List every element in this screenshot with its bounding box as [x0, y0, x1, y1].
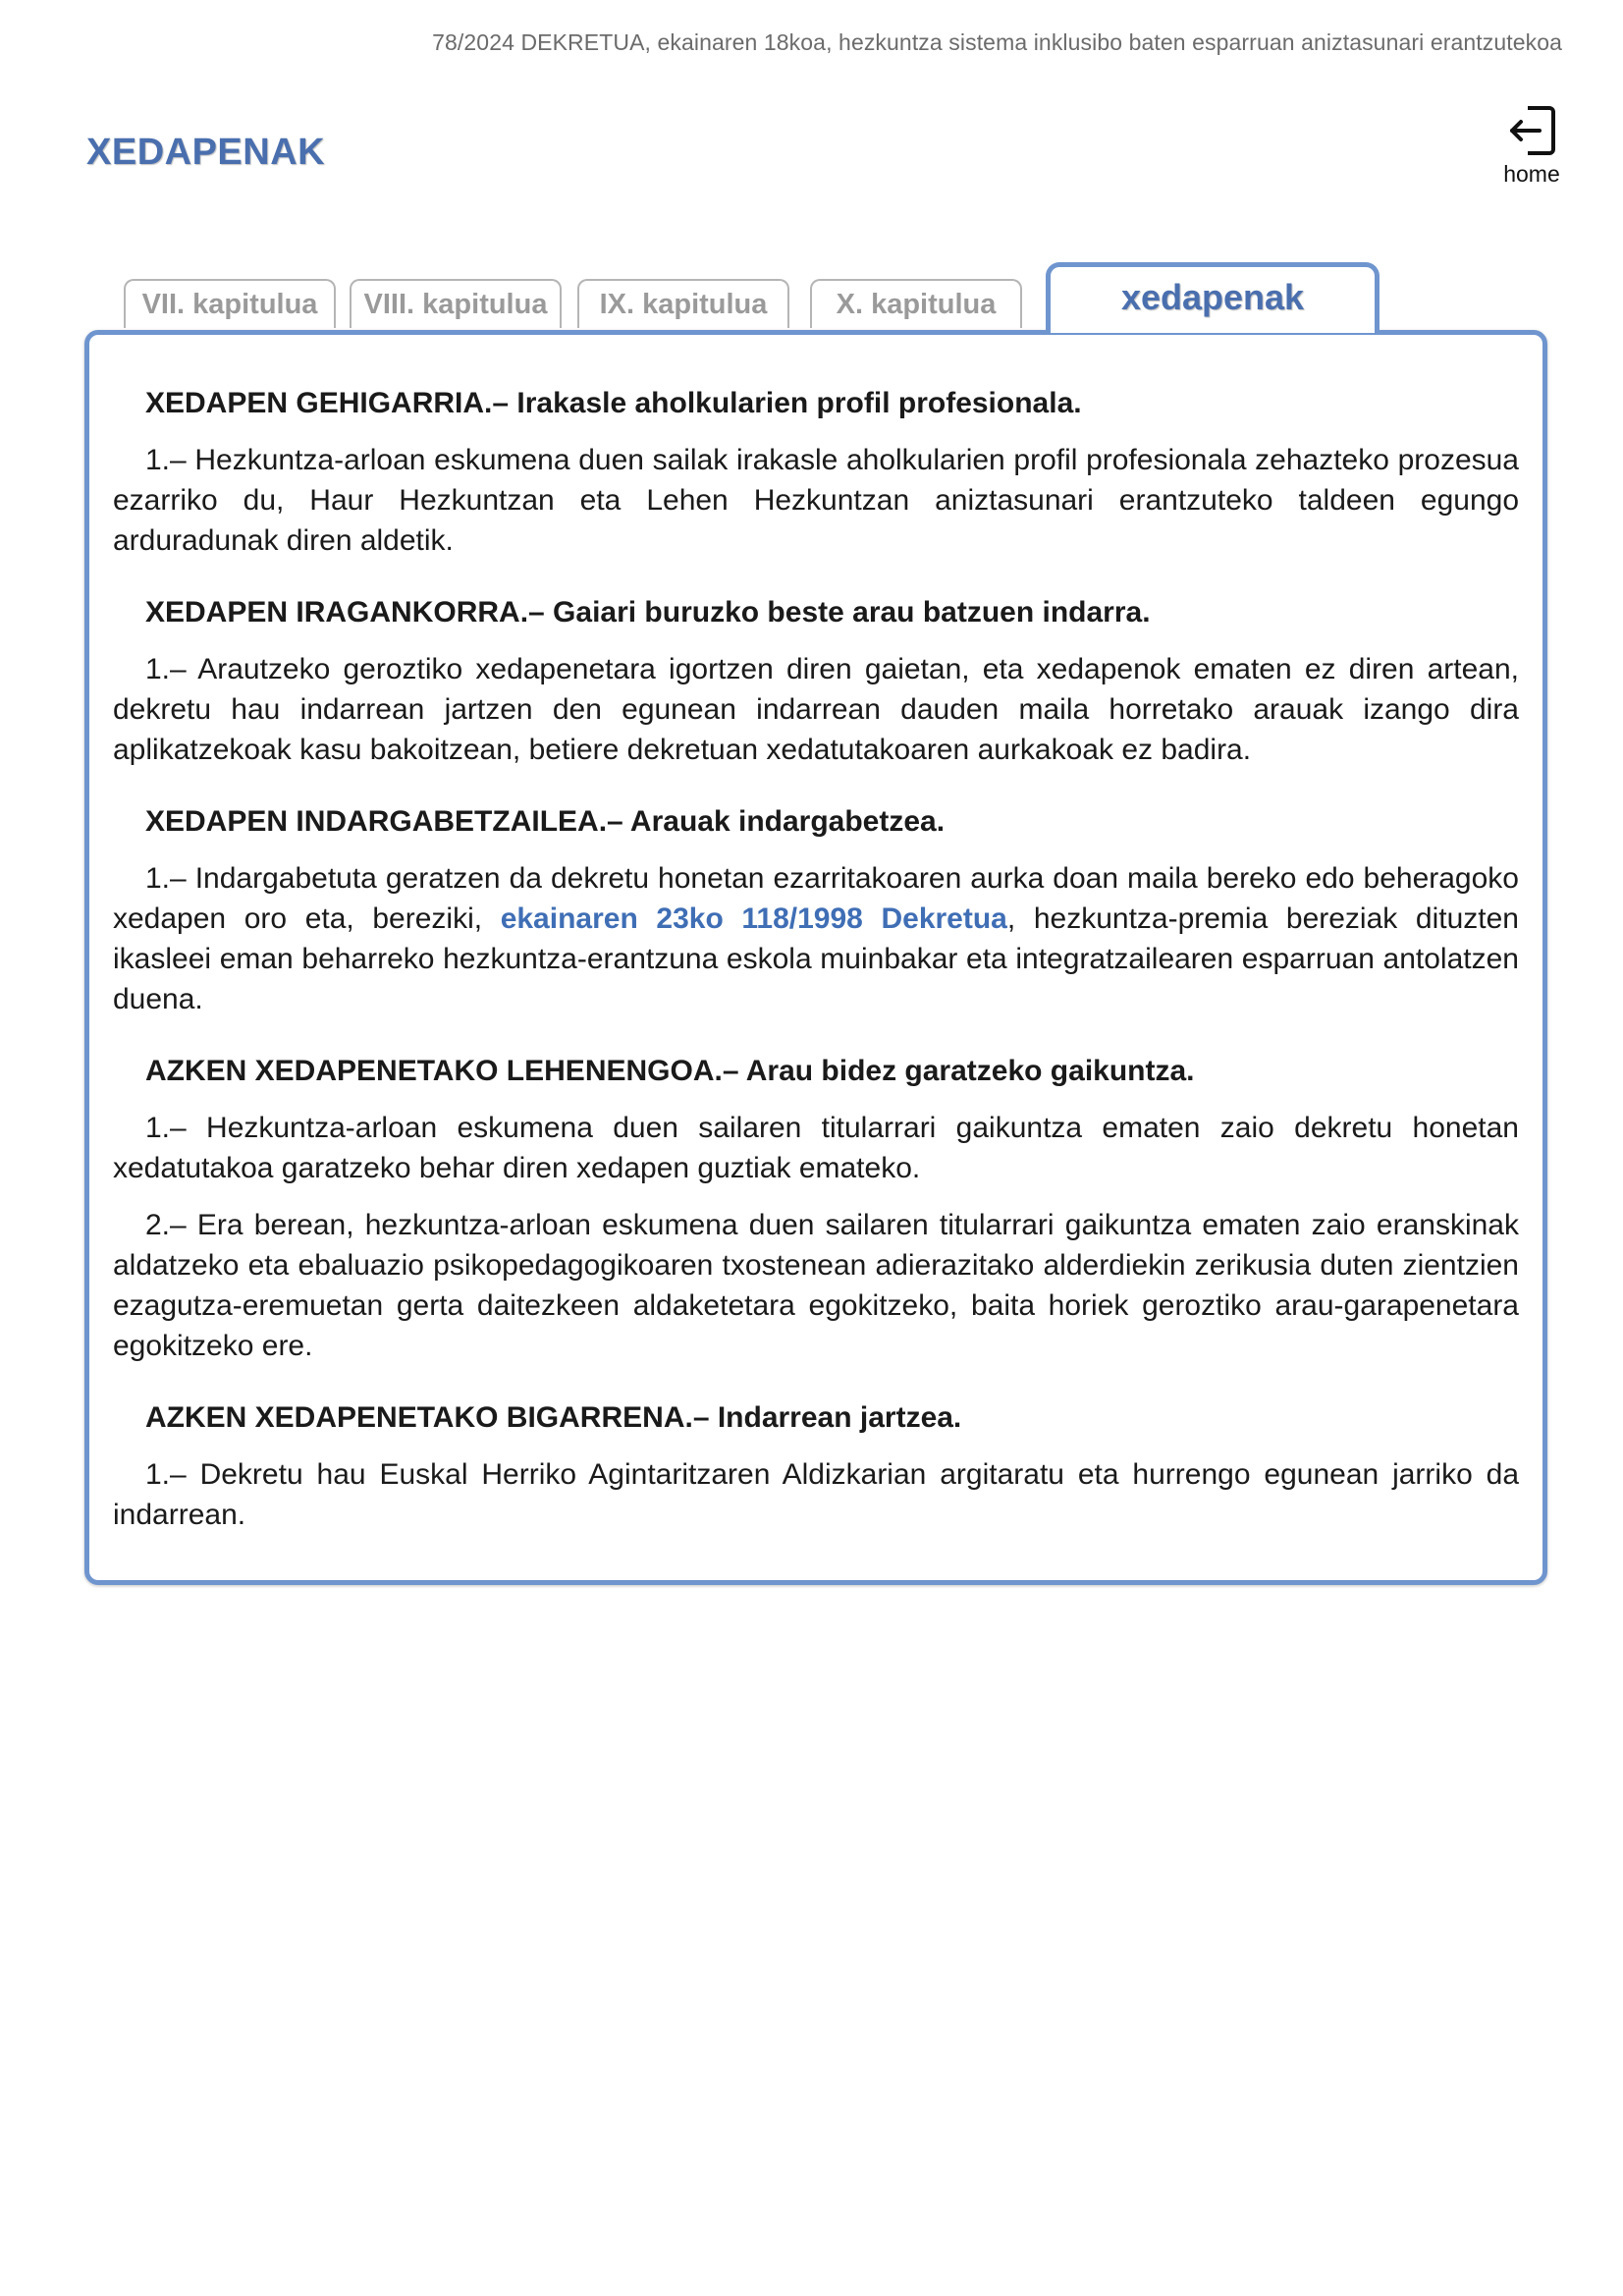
tab-ix-kapitulua[interactable]: IX. kapitulua — [577, 279, 789, 328]
decree-link[interactable]: ekainaren 23ko 118/1998 Dekretua — [500, 902, 1007, 935]
paragraph: 1.– Arautzeko geroztiko xedapenetara igortzen diren gaietan, eta xedapenok ematen ez diren artean, dekretu hau indarrean jartzen den egunean indarrean dauden maila horretako arauak izango dira aplikatzekoak kasu bakoitzean, betiere dekretuan xedatutakoaren aurkakoak ez badira. — [113, 653, 1519, 766]
tab-vii-kapitulua[interactable]: VII. kapitulua — [124, 279, 336, 328]
paragraph-text: , hezkuntza-premia bereziak dituzten ikasleei eman beharreko hezkuntza-erantzuna eskola muinbakar eta integratzailearen esparruan antolatzen duena. — [113, 902, 1519, 1015]
tab-viii-kapitulua[interactable]: VIII. kapitulua — [350, 279, 562, 328]
paragraph: 1.– Hezkuntza-arloan eskumena duen sailaren titularrari gaikuntza ematen zaio dekretu honetan xedatutakoa garatzeko behar diren xedapen guztiak emateko. — [113, 1112, 1519, 1184]
section-heading: XEDAPEN INDARGABETZAILEA.– Arauak indargabetzea. — [145, 805, 946, 838]
home-label: home — [1503, 161, 1560, 187]
paragraph-text: 1.– Indargabetuta geratzen da dekretu honetan ezarritakoaren aurka doan maila bereko edo beheragoko xedapen oro eta, bereziki, — [113, 862, 1519, 935]
section-heading: XEDAPEN GEHIGARRIA.– Irakasle aholkularien profil profesionala. — [145, 387, 1082, 419]
tab-x-kapitulua[interactable]: X. kapitulua — [810, 279, 1022, 328]
section-title: XEDAPENAK — [86, 132, 326, 173]
section-heading: AZKEN XEDAPENETAKO BIGARRENA.– Indarrean jartzea. — [145, 1401, 962, 1434]
running-header: 78/2024 DEKRETUA, ekainaren 18koa, hezkuntza sistema inklusibo baten esparruan aniztasunari erantzutekoa — [432, 29, 1562, 55]
section-heading: AZKEN XEDAPENETAKO LEHENENGOA.– Arau bidez garatzeko gaikuntza. — [145, 1055, 1195, 1087]
paragraph: 1.– Dekretu hau Euskal Herriko Agintaritzaren Aldizkarian argitaratu eta hurrengo egunean jarriko da indarrean. — [113, 1458, 1519, 1531]
exit-door-icon — [1483, 102, 1581, 159]
home-button[interactable] — [1483, 102, 1581, 188]
tab-xedapenak[interactable]: xedapenak — [1046, 262, 1380, 333]
paragraph: 2.– Era berean, hezkuntza-arloan eskumena duen sailaren titularrari gaikuntza ematen zaio eranskinak aldatzeko eta ebaluazio psikopedagogikoaren txostenean adierazitako alderdiekin zerikusia duten zientzien ezagutza-eremuetan gerta daitezkeen aldaketetara egokitzeko, baita horiek geroztiko arau-garapenetara egokitzeko ere. — [113, 1209, 1519, 1362]
paragraph — [113, 858, 1519, 1019]
section-heading: XEDAPEN IRAGANKORRA.– Gaiari buruzko beste arau batzuen indarra. — [145, 596, 1151, 629]
document-body — [113, 383, 1519, 1552]
paragraph: 1.– Hezkuntza-arloan eskumena duen sailak irakasle aholkularien profil profesionala zehazteko prozesua ezarriko du, Haur Hezkuntzan eta Lehen Hezkuntzan aniztasunari erantzuteko taldeen egungo arduradunak diren aldetik. — [113, 444, 1519, 557]
